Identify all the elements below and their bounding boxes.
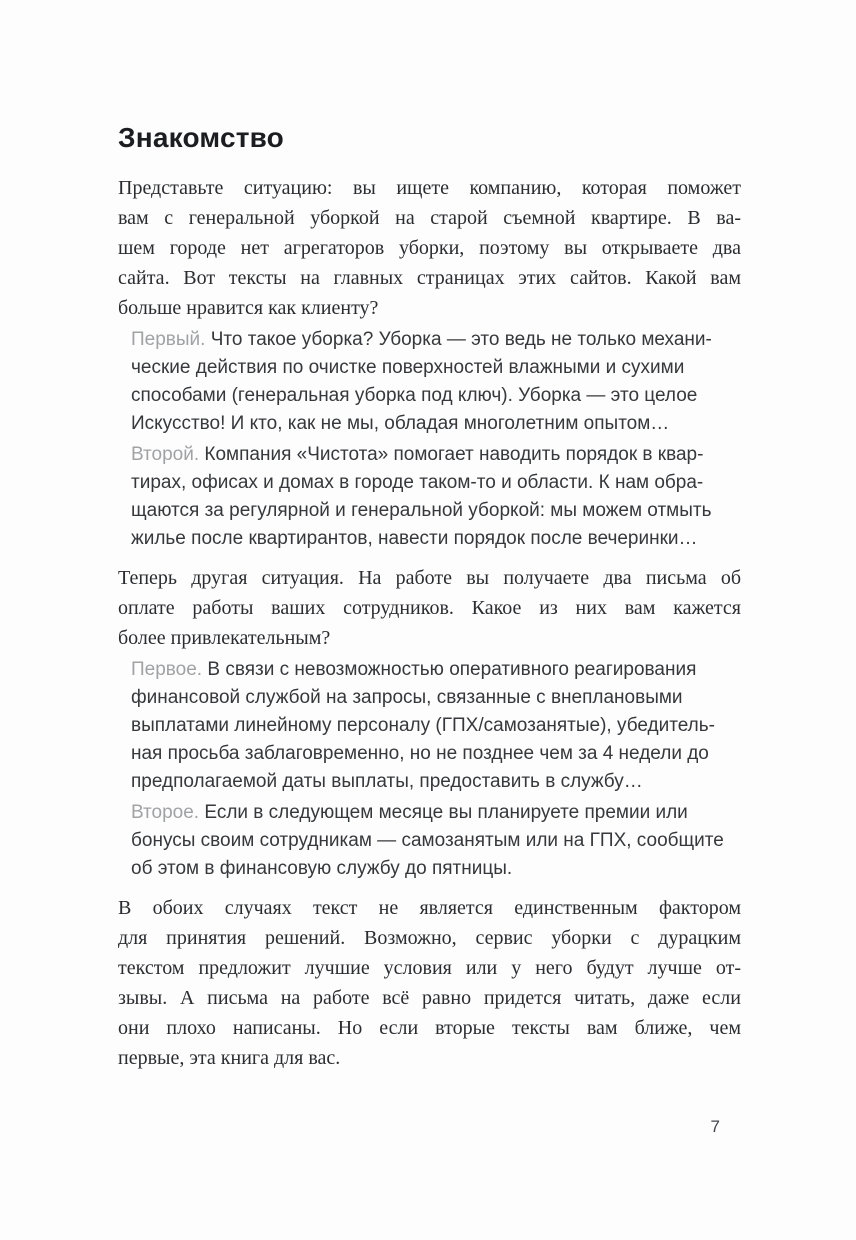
paragraph bbox=[118, 563, 741, 653]
text-line: Второе. Если в следующем месяце вы планируете премии или bbox=[131, 802, 688, 823]
example-block bbox=[131, 441, 731, 553]
text-line: финансовой службой на запросы, связанные с внеплановыми bbox=[131, 687, 683, 708]
paragraph bbox=[118, 893, 741, 1073]
text-line: ческие действия по очистке поверхностей влажными и сухими bbox=[131, 357, 685, 378]
example-block bbox=[131, 326, 731, 438]
text-line: В обоих случаях текст не является единственным фактором bbox=[118, 897, 741, 919]
example-block bbox=[131, 656, 731, 796]
text-line: текстом предложит лучшие условия или у него будут лучше от- bbox=[118, 957, 741, 979]
text-column bbox=[118, 0, 741, 1073]
paragraph bbox=[118, 173, 741, 323]
text-line: Искусство! И кто, как не мы, обладая многолетним опытом… bbox=[131, 413, 670, 434]
text-line: жилье после квартирантов, навести порядок после вечеринки… bbox=[131, 528, 698, 549]
chapter-title: Знакомство bbox=[118, 122, 284, 153]
text-line: щаются за регулярной и генеральной уборкой: мы можем отмыть bbox=[131, 500, 712, 521]
text-line: Первый. Что такое уборка? Уборка — это ведь не только механи- bbox=[131, 329, 712, 350]
example-block bbox=[131, 799, 731, 883]
text-line: более привлекательным? bbox=[118, 627, 331, 649]
example-label: Второй. bbox=[131, 444, 205, 465]
example-label: Первое. bbox=[131, 659, 208, 680]
text-line: шем городе нет агрегаторов уборки, поэтому вы открываете два bbox=[118, 237, 741, 259]
text-line: первые, эта книга для вас. bbox=[118, 1047, 341, 1069]
text-line: тирах, офисах и домах в городе таком-то и области. К нам обра- bbox=[131, 472, 704, 493]
text-line: больше нравится как клиенту? bbox=[118, 297, 379, 319]
text-line: они плохо написаны. Но если вторые тексты вам ближе, чем bbox=[118, 1017, 741, 1039]
example-label: Первый. bbox=[131, 329, 211, 350]
text-line: ная просьба заблаговременно, но не позднее чем за 4 недели до bbox=[131, 743, 709, 764]
page-number: 7 bbox=[710, 1117, 720, 1136]
example-label: Второе. bbox=[131, 802, 205, 823]
text-line: Теперь другая ситуация. На работе вы получаете два письма об bbox=[118, 567, 741, 589]
text-line: предполагаемой даты выплаты, предоставить в службу… bbox=[131, 771, 643, 792]
text-line: для принятия решений. Возможно, сервис уборки с дурацким bbox=[118, 927, 741, 949]
text-line: зывы. А письма на работе всё равно придется читать, даже если bbox=[118, 987, 741, 1009]
text-line: выплатами линейному персоналу (ГПХ/самозанятые), убедитель- bbox=[131, 715, 715, 736]
text-line: Первое. В связи с невозможностью оперативного реагирования bbox=[131, 659, 697, 680]
text-line: об этом в финансовую службу до пятницы. bbox=[131, 858, 513, 879]
text-line: бонусы своим сотрудникам — самозанятым или на ГПХ, сообщите bbox=[131, 830, 724, 851]
text-line: оплате работы ваших сотрудников. Какое из них вам кажется bbox=[118, 597, 741, 619]
text-line: сайта. Вот тексты на главных страницах этих сайтов. Какой вам bbox=[118, 267, 741, 289]
text-line: вам с генеральной уборкой на старой съемной квартире. В ва- bbox=[118, 207, 741, 229]
text-line: Второй. Компания «Чистота» помогает наводить порядок в квар- bbox=[131, 444, 704, 465]
text-line: Представьте ситуацию: вы ищете компанию, которая поможет bbox=[118, 177, 741, 199]
text-line: способами (генеральная уборка под ключ). Уборка — это целое bbox=[131, 385, 698, 406]
